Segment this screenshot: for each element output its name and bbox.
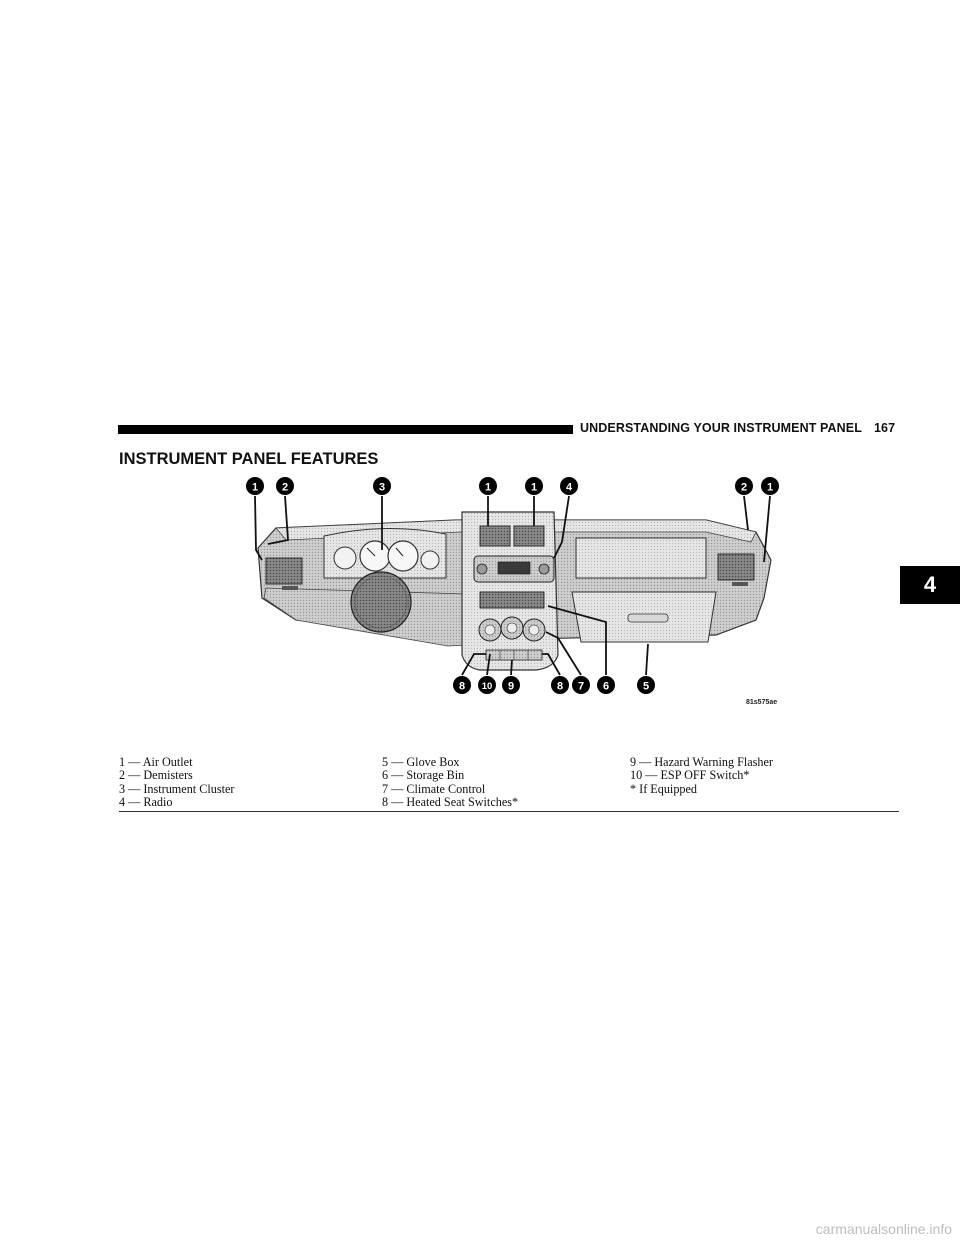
callout-label: 6 xyxy=(602,680,610,693)
header-title: UNDERSTANDING YOUR INSTRUMENT PANEL xyxy=(580,421,862,435)
section-title: INSTRUMENT PANEL FEATURES xyxy=(119,450,379,468)
callout-label: 8 xyxy=(458,680,466,693)
legend-item: 7 — Climate Control xyxy=(382,781,486,796)
callout-label: 5 xyxy=(642,680,650,693)
callout-label: 10 xyxy=(481,681,493,692)
legend-item: 4 — Radio xyxy=(119,795,173,810)
legend-column-2 xyxy=(382,756,518,810)
callout-label: 9 xyxy=(507,680,515,693)
watermark[interactable]: carmanualsonline.info xyxy=(815,1221,952,1237)
dashboard-illustration xyxy=(258,512,771,670)
callout-label: 2 xyxy=(740,481,748,494)
figure-code: 81s575ae xyxy=(746,699,778,706)
legend-item: 8 — Heated Seat Switches* xyxy=(382,795,519,810)
callout-label: 7 xyxy=(577,680,585,693)
callout-label: 1 xyxy=(251,481,259,494)
legend-item: 3 — Instrument Cluster xyxy=(119,781,235,796)
legend-item: 6 — Storage Bin xyxy=(382,768,465,783)
callout-label: 1 xyxy=(530,481,538,494)
callout-label: 3 xyxy=(378,481,386,494)
legend-item: * If Equipped xyxy=(630,781,698,796)
legend-item: 1 — Air Outlet xyxy=(119,755,193,769)
legend-item: 9 — Hazard Warning Flasher xyxy=(630,755,773,769)
page-number: 167 xyxy=(873,421,896,435)
legend-item: 2 — Demisters xyxy=(119,768,193,783)
callout-label: 4 xyxy=(565,481,573,494)
callout-label: 8 xyxy=(556,680,564,693)
instrument-panel-figure xyxy=(236,470,788,710)
chapter-tab[interactable]: 4 xyxy=(900,566,960,604)
callout-label: 1 xyxy=(766,481,774,494)
legend-item: 5 — Glove Box xyxy=(382,755,460,769)
callout-label: 2 xyxy=(281,481,289,494)
header-rule xyxy=(118,425,573,434)
legend-column-3 xyxy=(630,756,773,796)
legend-column-1 xyxy=(119,756,234,810)
callout-label: 1 xyxy=(484,481,492,494)
legend-item: 10 — ESP OFF Switch* xyxy=(630,768,750,783)
legend-rule xyxy=(119,811,899,812)
running-header xyxy=(580,421,895,435)
